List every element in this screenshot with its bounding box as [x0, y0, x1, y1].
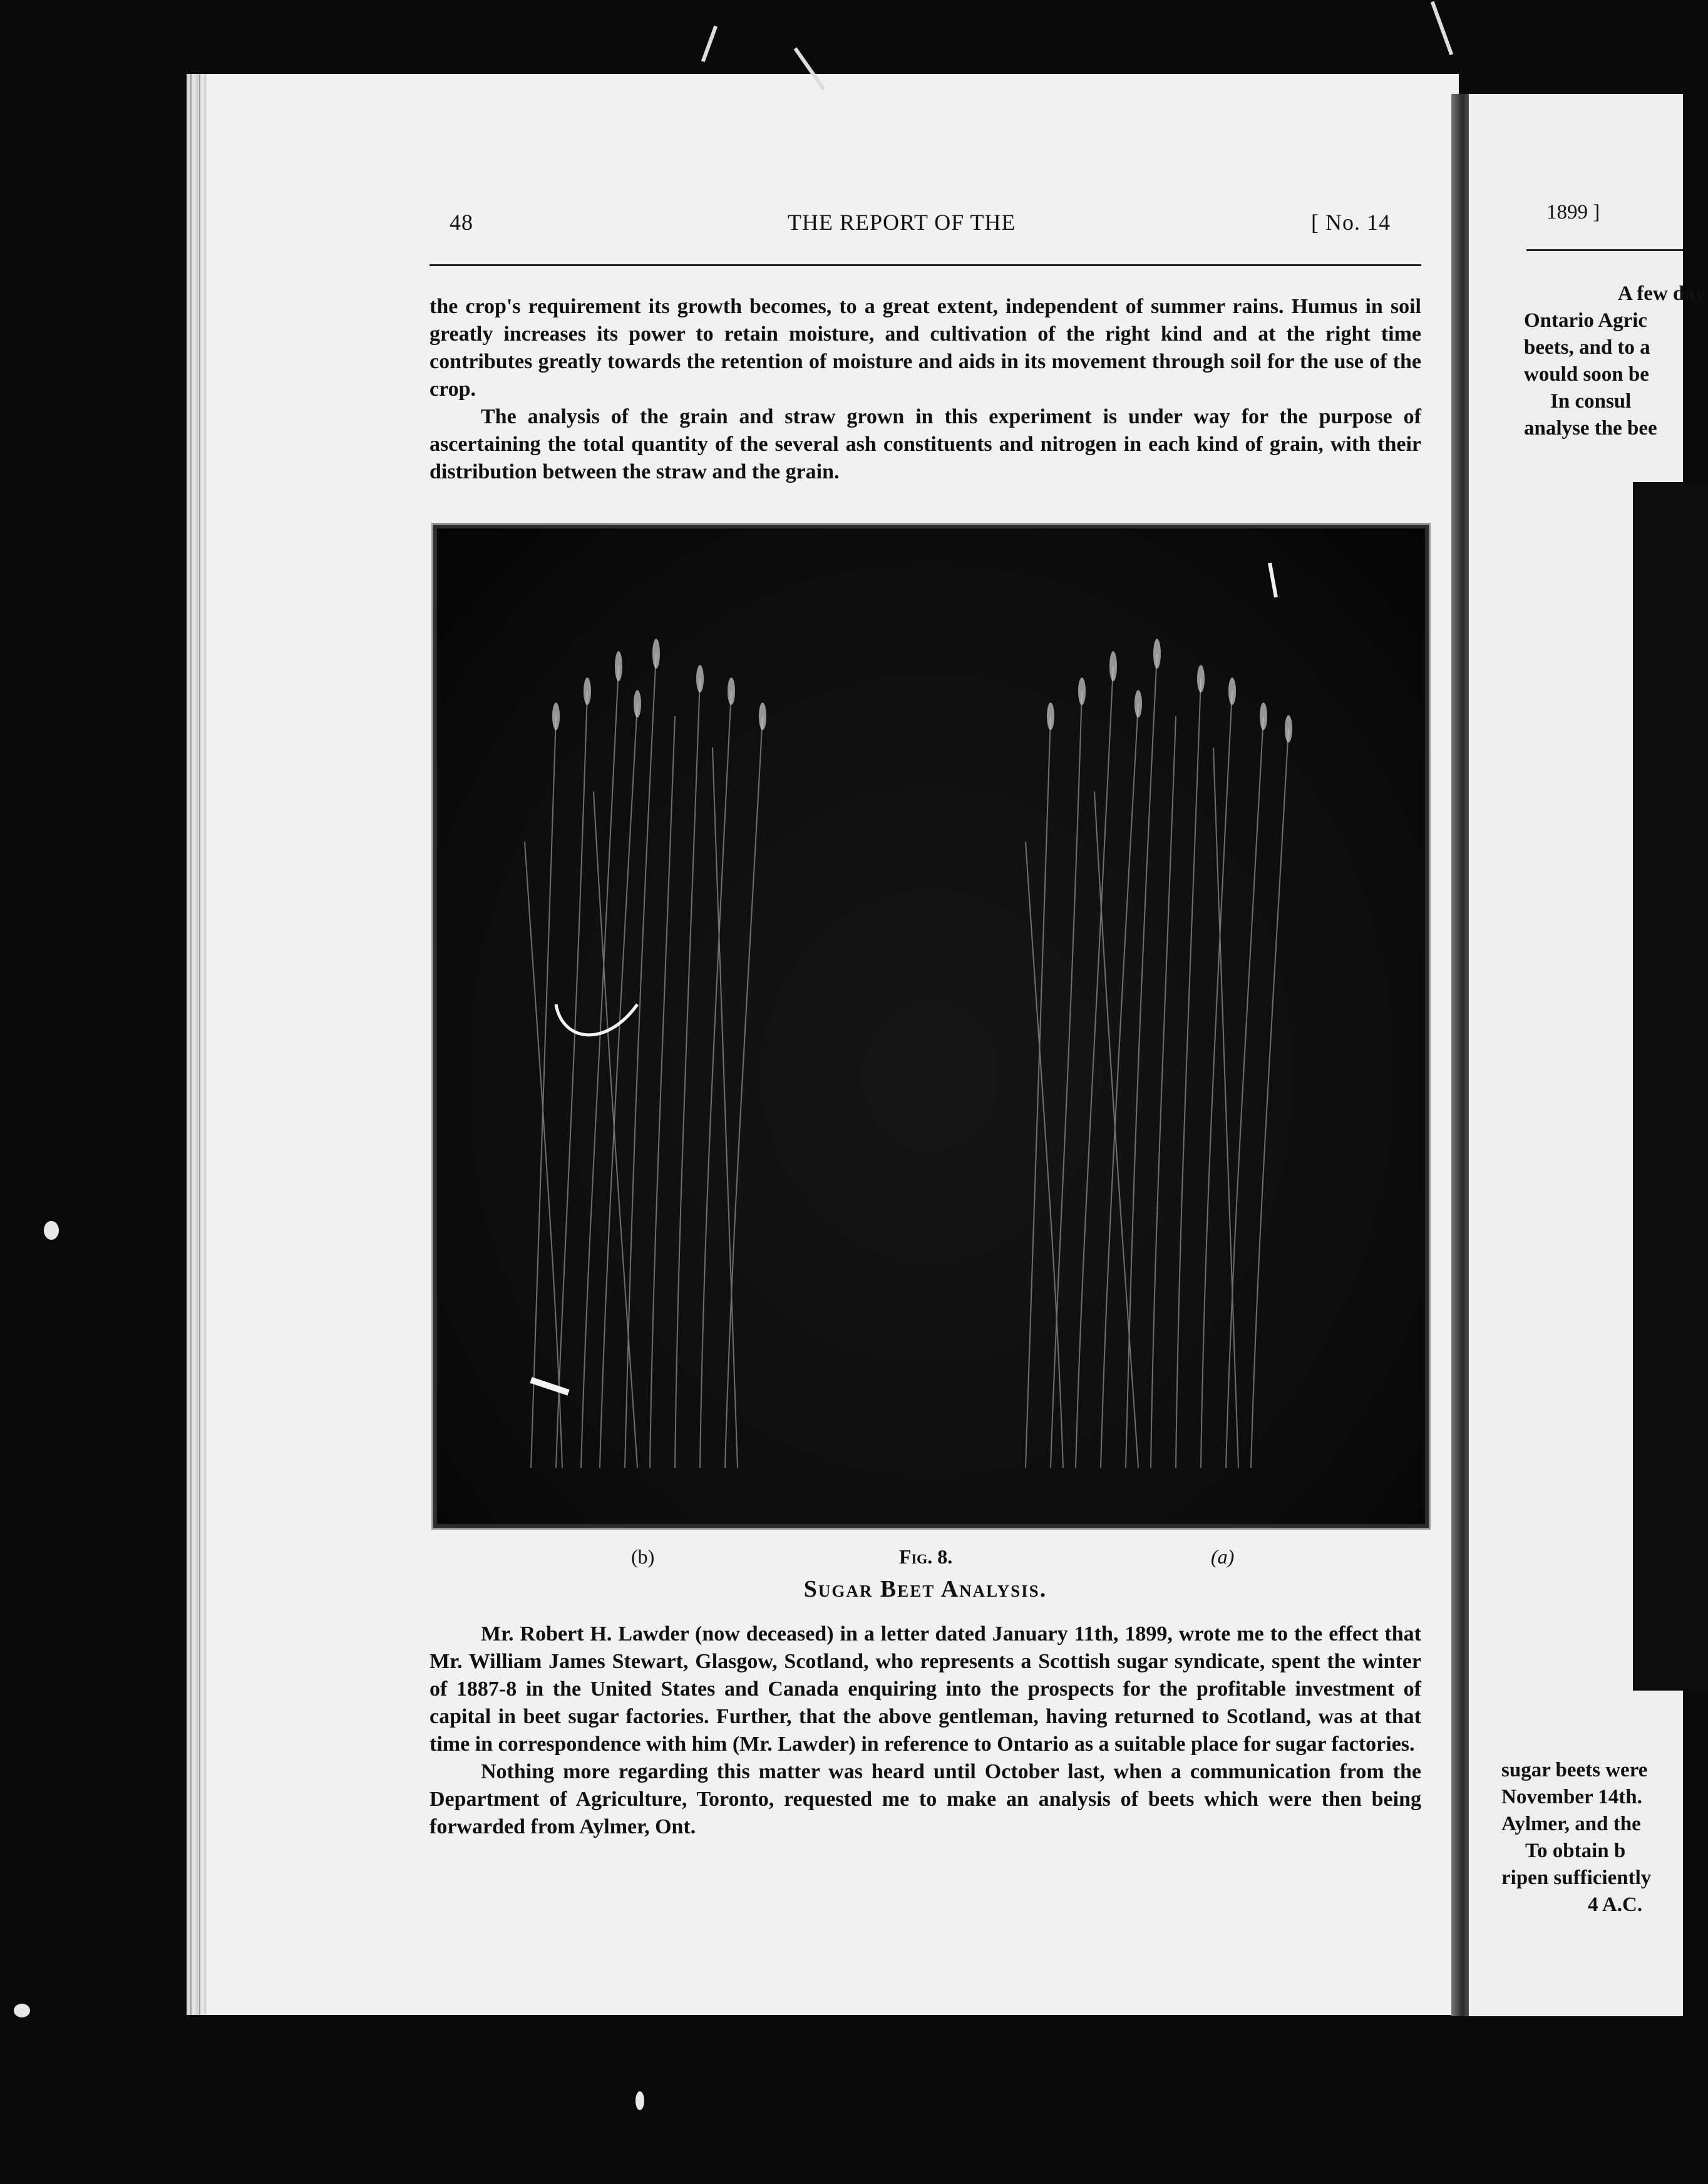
book-gutter [1451, 94, 1470, 2016]
section-title: Sugar Beet Analysis. [803, 1576, 1047, 1602]
dust-streak [701, 26, 718, 62]
paragraph-department-request: Nothing more regarding this matter was heard until October last, when a communication from the Department of Agriculture, Toronto, requested me to make an analysis of beets which were then being forwarded from Aylmer, Ont. [430, 1760, 1421, 1838]
right-header-rule [1526, 249, 1683, 251]
dust-speck [635, 2091, 644, 2110]
figure-label-b: (b) [631, 1545, 655, 1568]
running-title: THE REPORT OF THE [788, 210, 1016, 235]
right-line: would soon be [1524, 363, 1649, 386]
right-page-figure [1633, 482, 1708, 1691]
bottom-text-block [430, 1620, 1421, 1841]
figure-caption: Fig. 8. [899, 1545, 953, 1568]
right-line: In consul [1550, 390, 1632, 413]
right-line: November 14th. [1501, 1786, 1642, 1808]
right-line: Aylmer, and the [1501, 1813, 1641, 1835]
figure-8-photograph [433, 525, 1429, 1528]
dust-speck [44, 1221, 59, 1240]
right-line: A few day [1618, 282, 1705, 305]
right-line: sugar beets were [1501, 1759, 1648, 1781]
dust-streak [1431, 1, 1453, 56]
right-line: beets, and to a [1524, 336, 1650, 359]
right-line: analyse the bee [1524, 417, 1657, 440]
right-signature: 4 A.C. [1588, 1893, 1643, 1916]
right-page-header: 1899 ] [1546, 201, 1600, 224]
top-text-block [430, 293, 1421, 486]
right-line: To obtain b [1525, 1840, 1626, 1862]
paragraph-lawder-letter: Mr. Robert H. Lawder (now deceased) in a letter dated January 11th, 1899, wrote me to the effect that Mr. William James Stewart, Glasgow, Scotland, who represents a Scottish sugar syndicate, spent the winter of 1887-8 in the United States and Canada enquiring into the prospects for the profitable investment of capital in beet sugar factories. Further, that the above gentleman, having returned to Scotland, was at that time in correspondence with him (Mr. Lawder) in reference to Ontario as a suitable place for sugar factories. [430, 1622, 1421, 1756]
right-line: ripen sufficiently [1501, 1867, 1652, 1889]
dust-speck [14, 2004, 30, 2017]
page-number: 48 [450, 210, 473, 235]
grain-plants-image [437, 528, 1425, 1524]
right-line: Ontario Agric [1524, 309, 1648, 332]
paragraph-crop-requirement: the crop's requirement its growth becomes, to a great extent, independent of summer rains. Humus in soil greatly increases its power to retain moisture, and cultivation of the right kind and at the right time contributes greatly towards the retention of moisture and aids in its movement through soil for the use of the crop. [430, 295, 1421, 401]
header-rule [430, 264, 1421, 266]
paragraph-grain-analysis: The analysis of the grain and straw grown in this experiment is under way for the purpose of ascertaining the total quantity of the several ash constituents and nitrogen in each kind of grain, with their distribution between the straw and the grain. [430, 405, 1421, 483]
document-number: [ No. 14 [1311, 210, 1391, 235]
figure-label-a: (a) [1211, 1545, 1235, 1568]
